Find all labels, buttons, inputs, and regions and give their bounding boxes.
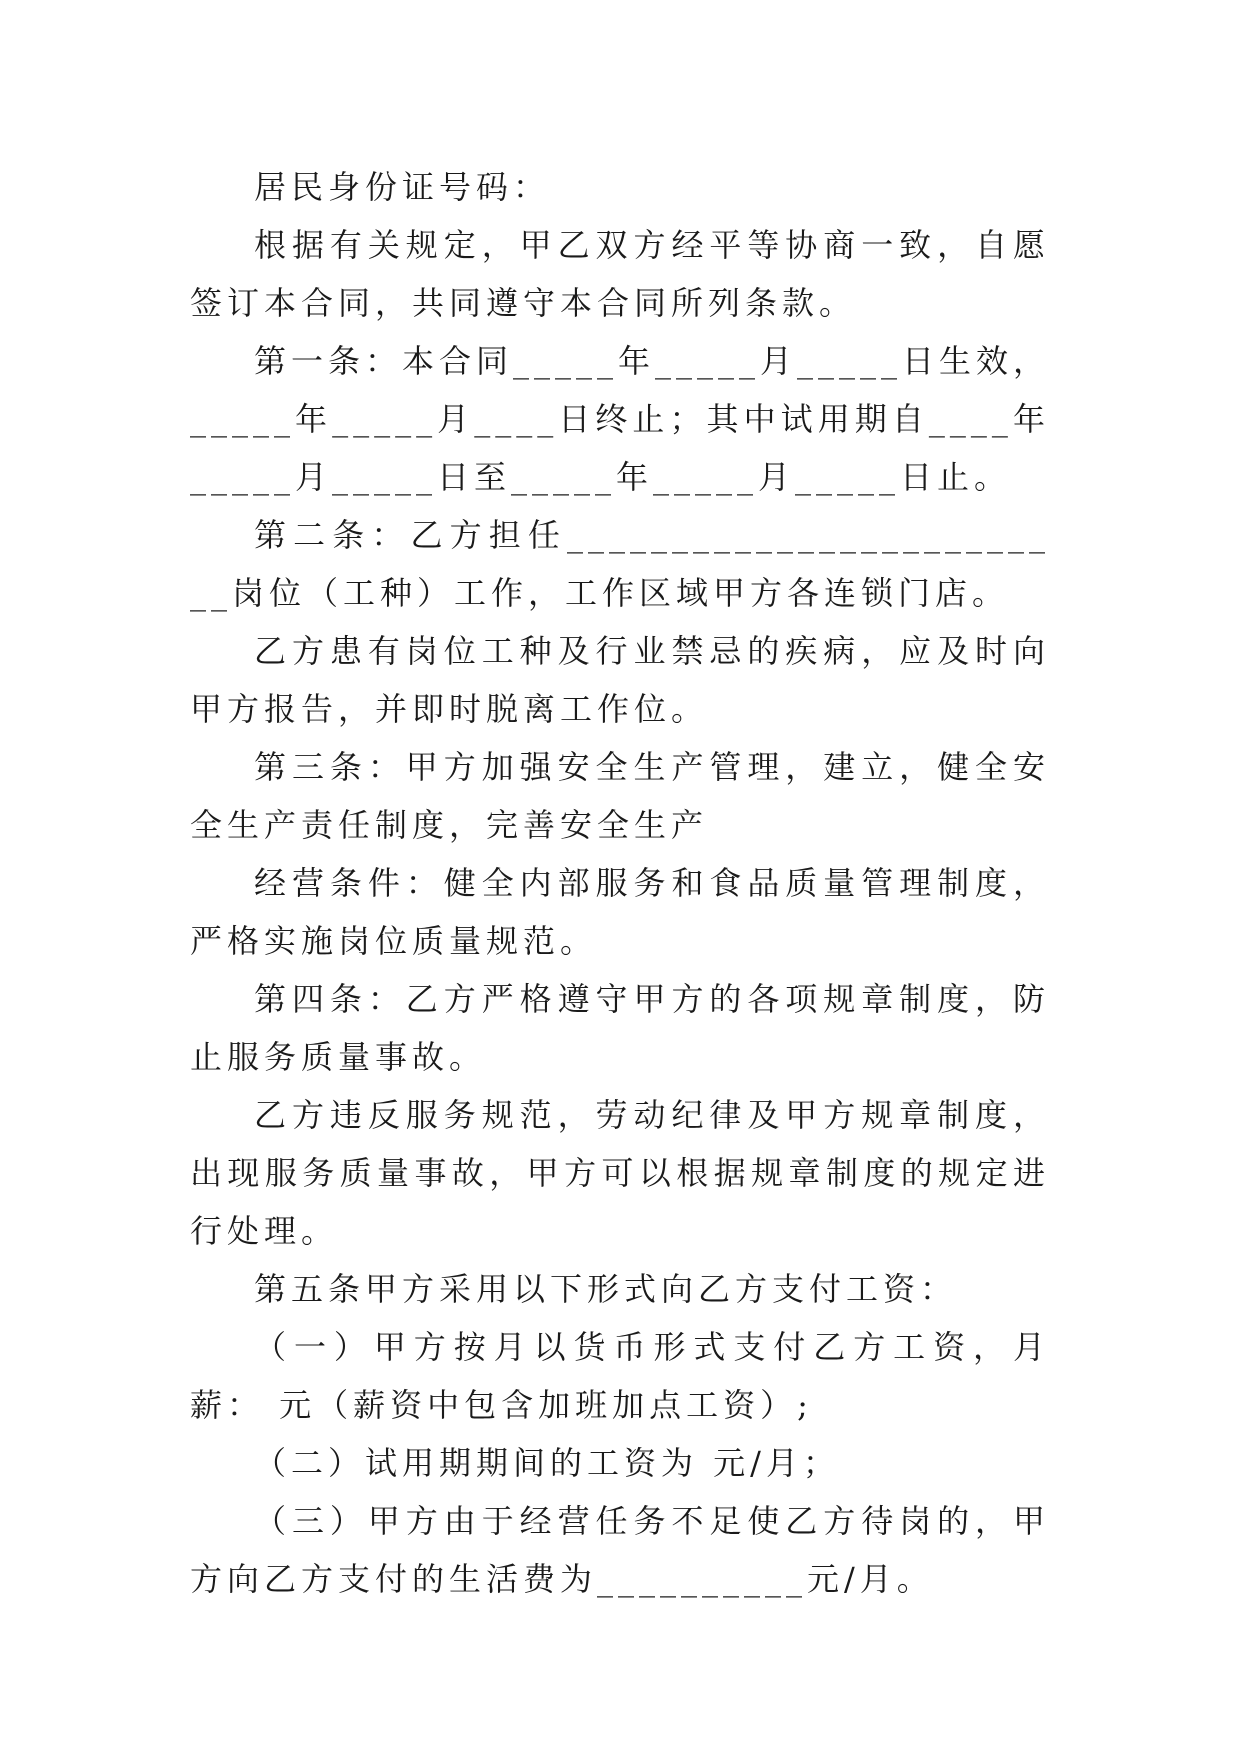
paragraph-article-1: 第一条：本合同_____年_____月_____日生效，_____年_____月____日终止；其中试用期自____年_____月_____日至_____年_____月_____日止。 bbox=[190, 342, 1051, 496]
paragraph-article-4-violation: 乙方违反服务规范，劳动纪律及甲方规章制度，出现服务质量事故，甲方可以根据规章制度的规定进行处理。 bbox=[190, 1096, 1050, 1250]
paragraph-article-5-item-3: （三）甲方由于经营任务不足使乙方待岗的，甲方向乙方支付的生活费为__________元/月。 bbox=[190, 1502, 1050, 1598]
paragraph-article-4: 第四条：乙方严格遵守甲方的各项规章制度，防止服务质量事故。 bbox=[190, 980, 1050, 1076]
paragraph-preamble: 根据有关规定，甲乙双方经平等协商一致，自愿签订本合同，共同遵守本合同所列条款。 bbox=[190, 226, 1050, 322]
document-body bbox=[190, 158, 1050, 1608]
paragraph-article-3-conditions: 经营条件：健全内部服务和食品质量管理制度，严格实施岗位质量规范。 bbox=[190, 864, 1050, 960]
paragraph-article-5-item-2: （二）试用期期间的工资为 元/月； bbox=[254, 1444, 840, 1482]
paragraph-article-3: 第三条：甲方加强安全生产管理，建立，健全安全生产责任制度，完善安全生产 bbox=[190, 748, 1050, 844]
paragraph-article-2: 第二条：乙方担任_________________________岗位（工种）工作，工作区域甲方各连锁门店。 bbox=[190, 516, 1050, 612]
paragraph-id-number: 居民身份证号码： bbox=[254, 168, 551, 206]
paragraph-article-5-item-1: （一）甲方按月以货币形式支付乙方工资，月薪： 元（薪资中包含加班加点工资）; bbox=[190, 1328, 1050, 1424]
paragraph-article-2-note: 乙方患有岗位工种及行业禁忌的疾病，应及时向甲方报告，并即时脱离工作位。 bbox=[190, 632, 1050, 728]
paragraph-article-5: 第五条甲方采用以下形式向乙方支付工资： bbox=[254, 1270, 958, 1308]
